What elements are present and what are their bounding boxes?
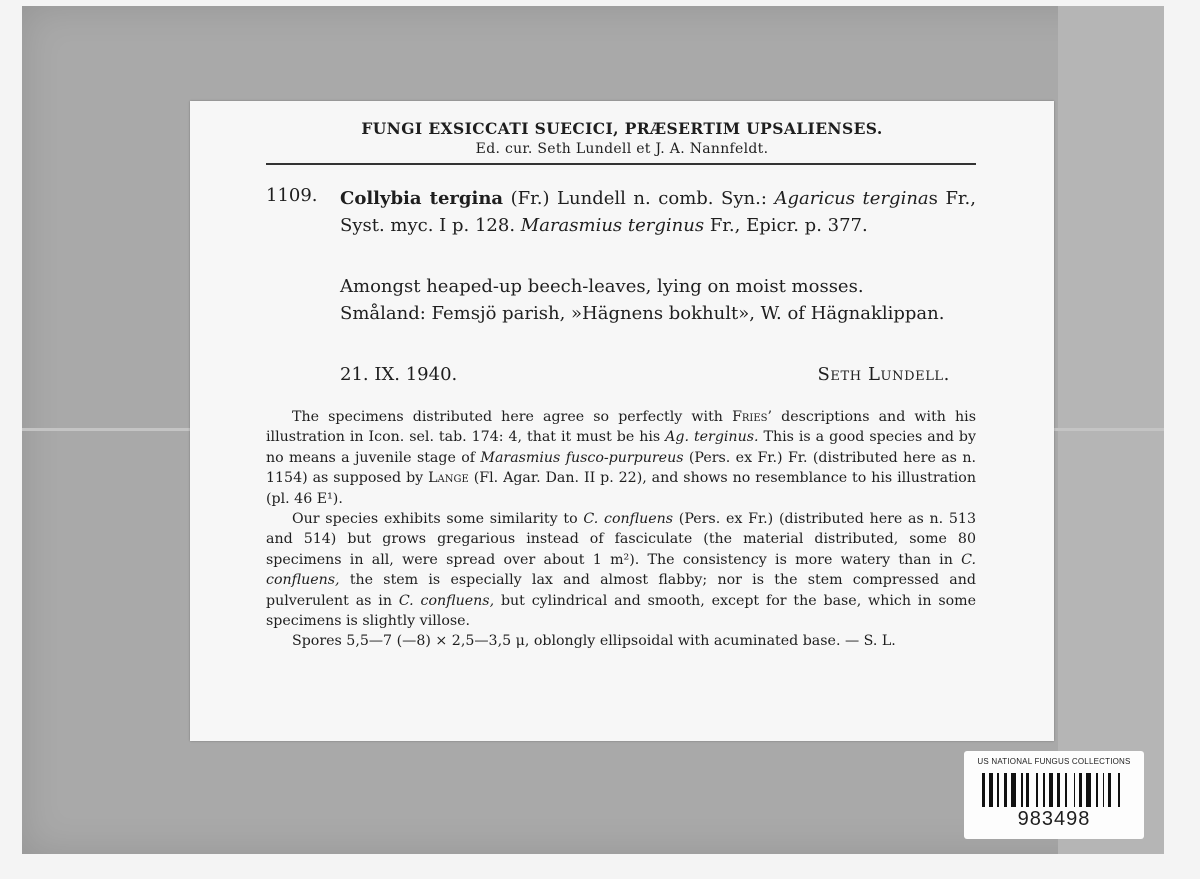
barcode-bar (1004, 773, 1007, 807)
notes-taxon: Ag. terginus. (665, 429, 759, 446)
notes-text: (Pers. ex Fr.) Fr. (distributed here as n. 1154) as supposed by (266, 449, 976, 487)
habitat-block (340, 273, 976, 327)
barcode-bar (982, 773, 985, 807)
notes-taxon: C. confluens, (398, 592, 495, 609)
label-series-title: FUNGI EXSICCATI SUECICI, PRÆSERTIM UPSALIENSES. (361, 119, 883, 138)
synonym-2: Marasmius terginus (520, 215, 705, 236)
notes-text: The specimens distributed here agree so perfectly with (292, 409, 733, 425)
exsiccata-number: 1109. (266, 185, 318, 206)
collector-name: Seth Lundell. (817, 364, 950, 385)
notes-taxon: C. confluens (583, 511, 674, 528)
barcode-bar (1011, 773, 1016, 807)
taxon-author: (Fr.) Lundell n. comb. Syn.: (503, 188, 775, 209)
barcode-bar (1049, 773, 1054, 807)
barcode-bar (997, 773, 999, 807)
taxon-entry (340, 185, 976, 239)
barcode-bar (1103, 773, 1105, 807)
notes-text: the stem is especially lax and almost flabby; nor is the stem compressed and pulverulent as in (266, 572, 976, 609)
notes-text: ’ descriptions and with his illustration in Icon. sel. tab. 174: 4, that it must be his (266, 409, 976, 446)
notes-paragraph-3: Spores 5,5—7 (—8) × 2,5—3,5 μ, oblongly ellipsoidal with acuminated base. — S. L. (292, 633, 896, 650)
collection-date: 21. IX. 1940. (340, 364, 458, 385)
synonym-1: Agaricus tergina (774, 188, 929, 209)
notes-paragraph-1 (266, 407, 976, 509)
barcode-bar (1021, 773, 1023, 807)
barcode-bar (1043, 773, 1045, 807)
notes-taxon: Marasmius fusco-purpureus (480, 449, 684, 466)
barcode-bar (1079, 773, 1082, 807)
barcode-bar (1096, 773, 1098, 807)
barcode-institution: US NATIONAL FUNGUS COLLECTIONS (977, 757, 1131, 766)
synonym-2-ref: Fr., Epicr. p. 377. (704, 215, 868, 236)
barcode-bar (1108, 773, 1111, 807)
specimen-label (190, 101, 1054, 741)
barcode-label (964, 751, 1144, 839)
notes-text: Our species exhibits some similarity to (292, 511, 584, 528)
notes-text: but cylindrical and smooth, except for the base, which in some specimens is slightly villose. (266, 592, 977, 630)
notes-block (266, 407, 976, 652)
barcode-bar (1057, 773, 1060, 807)
synonym-1-ref: s Fr., Syst. myc. I p. 128. (340, 188, 976, 236)
notes-text: (Pers. ex Fr.) (distributed here as n. 513 and 514) but grows gregarious instead of fasciculate (the material distributed, some 80 specimens in all, were spread over about 1 m²). The consistency is more watery than in (266, 511, 976, 568)
barcode-bar (1036, 773, 1038, 807)
barcode-bar (1026, 773, 1029, 807)
locality-text: Småland: Femsjö parish, »Hägnens bokhult», W. of Hägnaklippan. (340, 303, 945, 324)
notes-text: (Fl. Agar. Dan. II p. 22), and shows no resemblance to his illustration (pl. 46 E¹). (266, 470, 976, 507)
barcode-number: 983498 (1017, 808, 1091, 830)
notes-paragraph-2 (266, 509, 976, 631)
notes-text: This is a good species and by no means a juvenile stage of (266, 429, 976, 466)
barcode-bar (1065, 773, 1067, 807)
taxon-name: Collybia tergina (340, 188, 504, 209)
barcode-bars (982, 773, 1126, 807)
barcode-bar (1086, 773, 1091, 807)
barcode-bar (1118, 773, 1120, 807)
habitat-text: Amongst heaped-up beech-leaves, lying on moist mosses. (340, 276, 864, 297)
barcode-bar (989, 773, 994, 807)
notes-taxon: C. confluens, (266, 551, 976, 589)
notes-author-lange: Lange (428, 470, 469, 487)
header-rule (266, 163, 976, 165)
barcode-bar (1074, 773, 1076, 807)
notes-author-fries: Fries (732, 409, 768, 425)
label-editors: Ed. cur. Seth Lundell et J. A. Nannfeldt. (475, 141, 769, 157)
